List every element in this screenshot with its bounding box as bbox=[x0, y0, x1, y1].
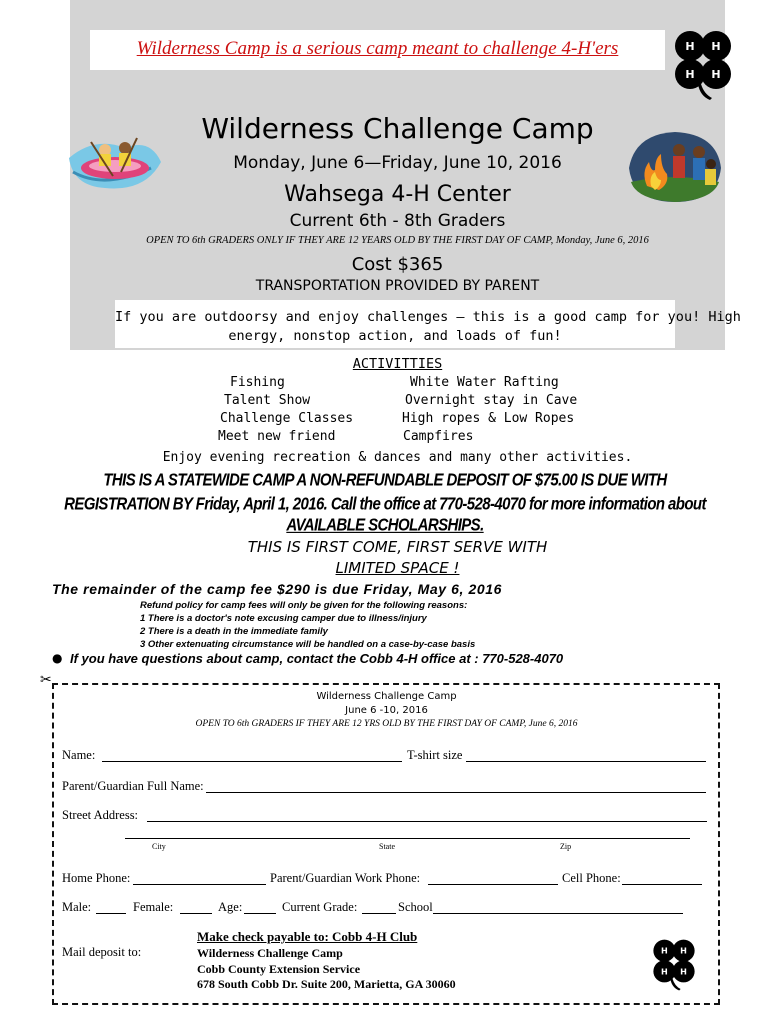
home-phone-field[interactable] bbox=[133, 884, 266, 885]
activity-item: High ropes & Low Ropes bbox=[402, 411, 575, 426]
camp-title: Wilderness Challenge Camp bbox=[201, 112, 594, 145]
cell-phone-label: Cell Phone: bbox=[562, 871, 621, 885]
activity-item: Overnight stay in Cave bbox=[405, 393, 578, 408]
svg-text:H: H bbox=[711, 40, 721, 53]
name-field[interactable] bbox=[102, 761, 402, 762]
check-payable-note: Make check payable to: Cobb 4-H Club bbox=[197, 929, 418, 944]
male-label: Male: bbox=[62, 900, 92, 914]
clover-logo-icon bbox=[668, 26, 738, 102]
tshirt-label: T-shirt size bbox=[407, 748, 463, 762]
intro-line-1: If you are outdoorsy and enjoy challenges — this is a good camp for you! High bbox=[115, 309, 741, 325]
statewide-line-2: REGISTRATION BY Friday, April 1, 2016. Call the office at 770-528-4070 for more information about bbox=[64, 494, 706, 515]
zip-label: Zip bbox=[560, 842, 572, 851]
svg-text:H: H bbox=[680, 945, 687, 956]
age-label: Age: bbox=[218, 900, 243, 914]
svg-text:H: H bbox=[711, 68, 721, 81]
grade-label: Current Grade: bbox=[282, 900, 358, 914]
refund-policy-line: 2 There is a death in the immediate family bbox=[140, 626, 328, 637]
male-field[interactable] bbox=[96, 913, 126, 914]
tshirt-size-field[interactable] bbox=[466, 761, 706, 762]
work-phone-field[interactable] bbox=[428, 884, 558, 885]
remainder-fee-note: The remainder of the camp fee $290 is due Friday, May 6, 2016 bbox=[52, 581, 503, 597]
female-label: Female: bbox=[133, 900, 174, 914]
state-label: State bbox=[379, 842, 395, 851]
camp-cost: Cost $365 bbox=[351, 254, 444, 275]
street-label: Street Address: bbox=[62, 808, 139, 822]
svg-text:H: H bbox=[661, 945, 668, 956]
camp-grades: Current 6th - 8th Graders bbox=[289, 211, 506, 231]
transport-note: TRANSPORTATION PROVIDED BY PARENT bbox=[255, 278, 540, 294]
questions-contact: If you have questions about camp, contact the Cobb 4-H office at : 770-528-4070 bbox=[70, 651, 564, 666]
address-line: 678 South Cobb Dr. Suite 200, Marietta, GA 30060 bbox=[197, 977, 456, 991]
name-label: Name: bbox=[62, 748, 96, 762]
age-requirement-note: OPEN TO 6th GRADERS ONLY IF THEY ARE 12 YEARS OLD BY THE FIRST DAY OF CAMP, Monday, June 6, 2016 bbox=[146, 235, 649, 246]
activity-item: Fishing bbox=[230, 375, 285, 390]
svg-text:H: H bbox=[661, 966, 668, 977]
mail-deposit-label: Mail deposit to: bbox=[62, 945, 142, 959]
cell-phone-field[interactable] bbox=[622, 884, 702, 885]
camp-dates: Monday, June 6—Friday, June 10, 2016 bbox=[233, 153, 562, 173]
activity-item: Challenge Classes bbox=[220, 411, 354, 426]
work-phone-label: Parent/Guardian Work Phone: bbox=[270, 871, 421, 885]
refund-policy-line: 1 There is a doctor's note excusing camper due to illness/injury bbox=[140, 613, 427, 624]
address-line: Wilderness Challenge Camp bbox=[197, 946, 343, 960]
svg-text:H: H bbox=[685, 40, 695, 53]
school-field[interactable] bbox=[433, 913, 683, 914]
refund-policy-line: Refund policy for camp fees will only be given for the following reasons: bbox=[140, 600, 468, 611]
svg-text:H: H bbox=[685, 68, 695, 81]
form-title: Wilderness Challenge Camp bbox=[316, 691, 457, 702]
banner-text: Wilderness Camp is a serious camp meant to challenge 4-H'ers bbox=[136, 38, 619, 59]
age-field[interactable] bbox=[244, 913, 276, 914]
activity-item: Meet new friend bbox=[218, 429, 336, 444]
evening-note: Enjoy evening recreation & dances and many other activities. bbox=[162, 450, 633, 465]
street-address-field[interactable] bbox=[147, 821, 707, 822]
intro-line-2: energy, nonstop action, and loads of fun! bbox=[228, 328, 562, 344]
guardian-label: Parent/Guardian Full Name: bbox=[62, 779, 204, 793]
scissors-icon: ✂ bbox=[40, 672, 52, 688]
scholarships-note: AVAILABLE SCHOLARSHIPS. bbox=[286, 515, 484, 536]
activity-item: Campfires bbox=[403, 429, 474, 444]
camp-location: Wahsega 4-H Center bbox=[284, 182, 511, 207]
female-field[interactable] bbox=[180, 913, 212, 914]
city-label: City bbox=[152, 842, 166, 851]
bullet-icon: ● bbox=[52, 651, 63, 665]
address-line: Cobb County Extension Service bbox=[197, 962, 361, 976]
svg-text:H: H bbox=[680, 966, 687, 977]
school-label: School bbox=[398, 900, 433, 914]
home-phone-label: Home Phone: bbox=[62, 871, 131, 885]
activities-heading: ACTIVITTIES bbox=[352, 356, 443, 372]
form-age-note: OPEN TO 6th GRADERS IF THEY ARE 12 YRS OLD BY THE FIRST DAY OF CAMP, June 6, 2016 bbox=[195, 719, 578, 729]
first-come-line-2: LIMITED SPACE ! bbox=[335, 559, 460, 577]
city-state-zip-field[interactable] bbox=[125, 838, 690, 839]
clover-logo-small-icon bbox=[648, 936, 700, 992]
form-dates: June 6 -10, 2016 bbox=[345, 705, 428, 716]
activity-item: Talent Show bbox=[224, 393, 311, 408]
statewide-line-1: THIS IS A STATEWIDE CAMP A NON-REFUNDABLE DEPOSIT OF $75.00 IS DUE WITH bbox=[103, 470, 667, 491]
first-come-line-1: THIS IS FIRST COME, FIRST SERVE WITH bbox=[247, 538, 548, 556]
refund-policy-line: 3 Other extenuating circumstance will be handled on a case-by-case basis bbox=[140, 639, 476, 650]
grade-field[interactable] bbox=[362, 913, 396, 914]
activity-item: White Water Rafting bbox=[410, 375, 559, 390]
guardian-name-field[interactable] bbox=[206, 792, 706, 793]
